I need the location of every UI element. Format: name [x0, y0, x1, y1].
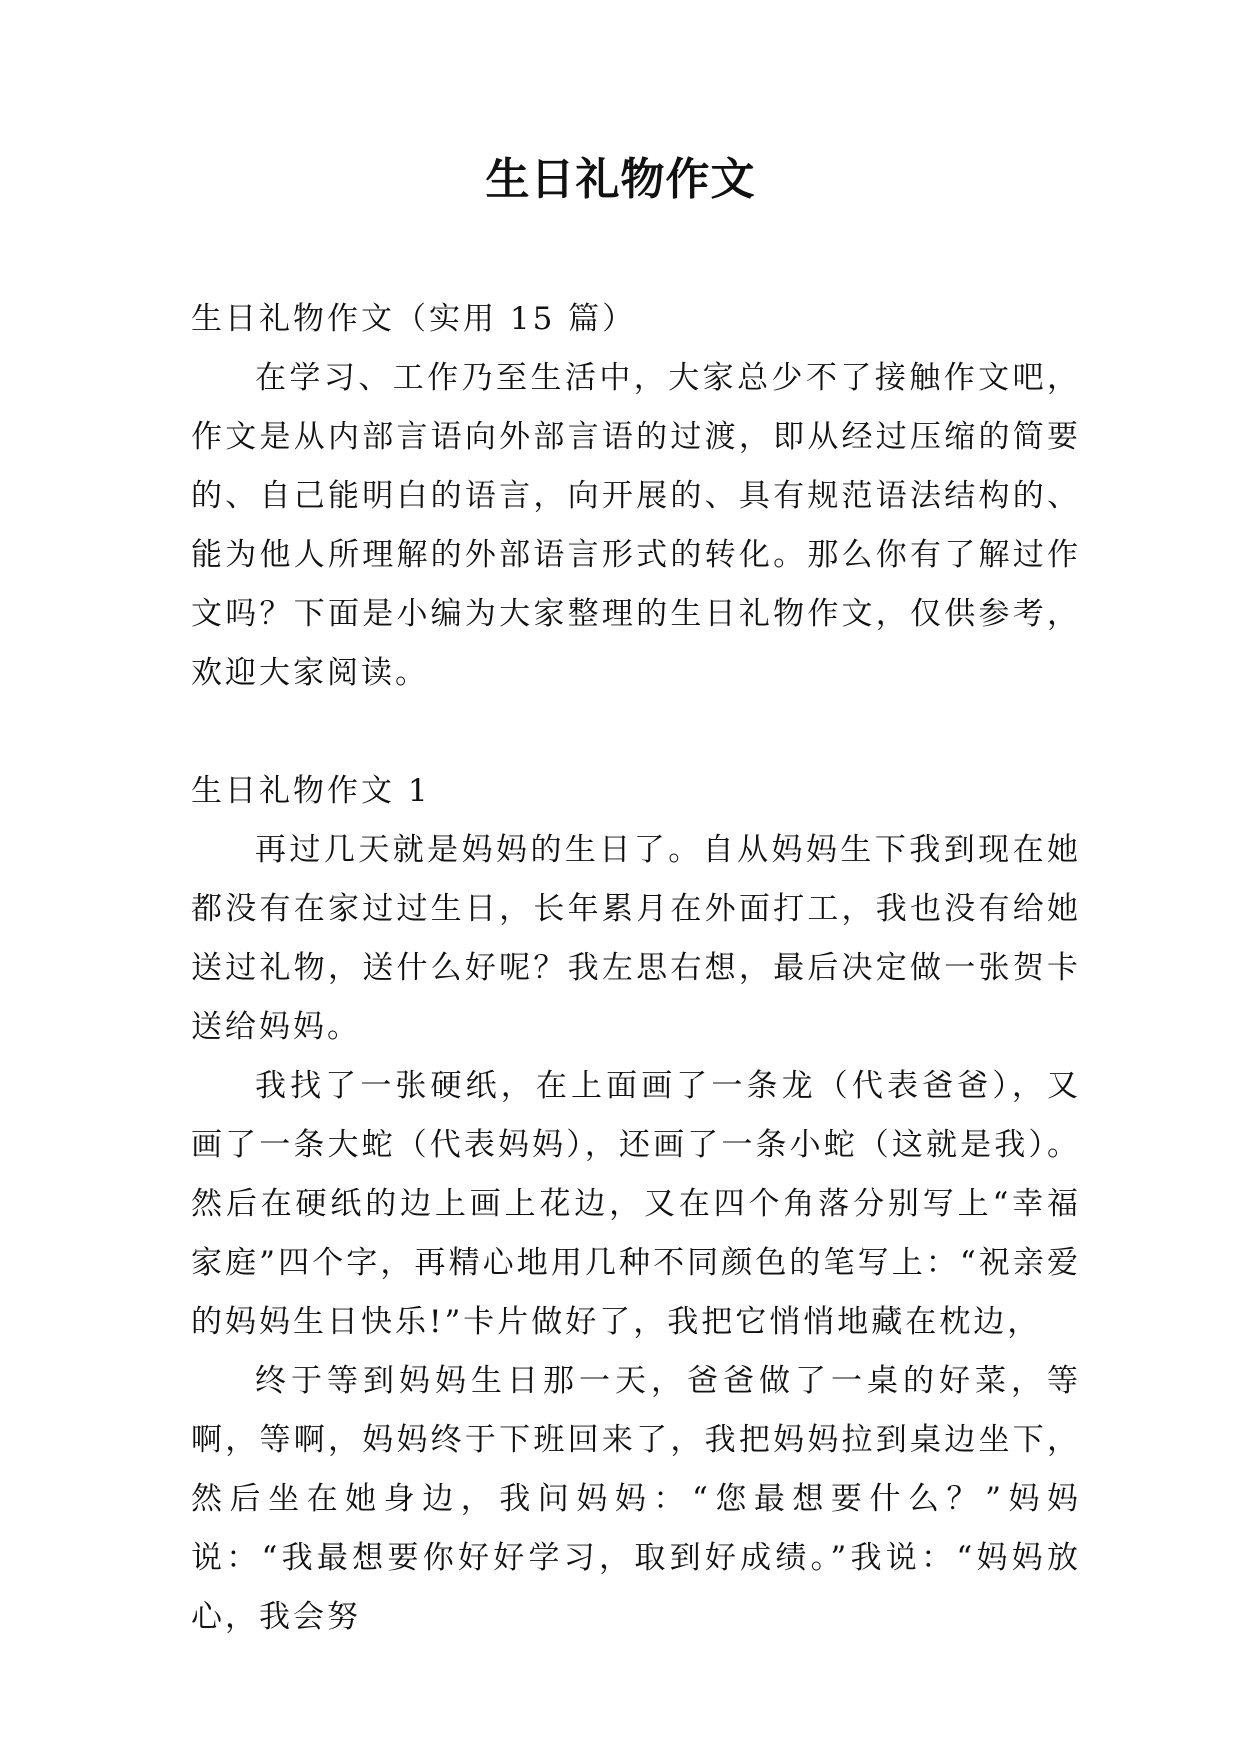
section-heading: 生日礼物作文 1 [191, 773, 431, 809]
document-title: 生日礼物作文 [485, 154, 756, 205]
intro-paragraph: 在学习、工作乃至生活中，大家总少不了接触作文吧，作文是从内部言语向外部言语的过渡，即从经过压缩的简要的、自己能明白的语言，向开展的、具有规范语法结构的、能为他人所理解的外部语言形式的转化。那么你有了解过作文吗？下面是小编为大家整理的生日礼物作文，仅供参考，欢迎大家阅读。 [191, 360, 1081, 691]
section-paragraph: 我找了一张硬纸，在上面画了一条龙（代表爸爸），又画了一条大蛇（代表妈妈），还画了一条小蛇（这就是我）。然后在硬纸的边上画上花边，又在四个角落分别写上“幸福家庭”四个字，再精心地用几种不同颜色的笔写上：“祝亲爱的妈妈生日快乐!”卡片做好了，我把它悄悄地藏在枕边， [191, 1068, 1081, 1340]
document-subtitle: 生日礼物作文（实用 15 篇） [191, 301, 637, 337]
section-paragraph: 再过几天就是妈妈的生日了。自从妈妈生下我到现在她都没有在家过过生日，长年累月在外面打工，我也没有给她送过礼物，送什么好呢？我左思右想，最后决定做一张贺卡送给妈妈。 [191, 832, 1081, 1045]
document-body [191, 290, 1081, 1647]
section-paragraph: 终于等到妈妈生日那一天，爸爸做了一桌的好菜，等啊，等啊，妈妈终于下班回来了，我把妈妈拉到桌边坐下，然后坐在她身边，我问妈妈：“您最想要什么？”妈妈说：“我最想要你好好学习，取到好成绩。”我说：“妈妈放心，我会努 [191, 1363, 1081, 1635]
section-spacer [191, 703, 1081, 762]
